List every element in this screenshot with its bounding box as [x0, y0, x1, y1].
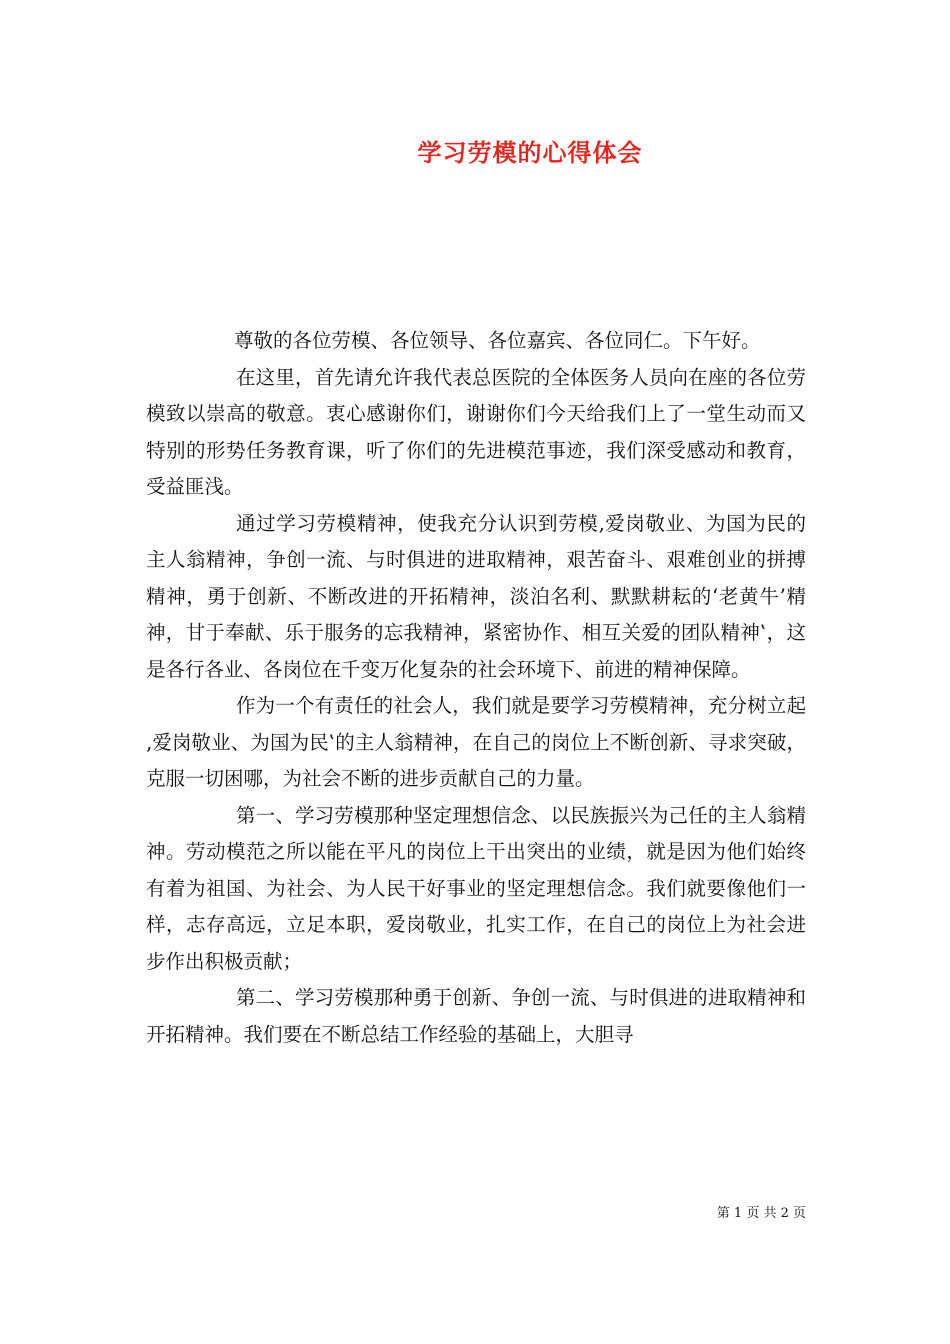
paragraph-model-spirit: 通过学习劳模精神，使我充分认识到劳模‚爱岗敬业、为国为民的主人翁精神，争创一流、与时俱进的进取精神，艰苦奋斗、艰难创业的拼搏精神，勇于创新、不断改进的开拓精神，淡泊名利、默默耕耘的‘老黄牛’精神，甘于奉献、乐于服务的忘我精神，紧密协作、相互关爱的团队精神‛，这是各行各业、各岗位在千变万化复杂的社会环境下、前进的精神保障。	[146, 511, 806, 681]
document-title: 学习劳模的心得体会	[417, 138, 643, 167]
document-body	[146, 323, 806, 1053]
paragraph-second-point: 第二、学习劳模那种勇于创新、争创一流、与时俱进的进取精神和开拓精神。我们要在不断总结工作经验的基础上，大胆寻	[146, 986, 806, 1046]
paragraph-responsibility: 作为一个有责任的社会人，我们就是要学习劳模精神，充分树立起‚爱岗敬业、为国为民‛的主人翁精神，在自己的岗位上不断创新、寻求突破，克服一切困哪，为社会不断的进步贡献自己的力量。	[146, 694, 806, 790]
page-number-footer: 第 1 页 共 2 页	[716, 1206, 806, 1221]
paragraph-greeting: 尊敬的各位劳模、各位领导、各位嘉宾、各位同仁。下午好。	[234, 329, 761, 352]
paragraph-first-point: 第一、学习劳模那种坚定理想信念、以民族振兴为己任的主人翁精神。劳动模范之所以能在平凡的岗位上干出突出的业绩，就是因为他们始终有着为祖国、为社会、为人民干好事业的坚定理想信念。我们就要像他们一样，志存高远，立足本职，爱岗敬业，扎实工作，在自己的岗位上为社会进步作出积极贡献；	[146, 803, 806, 973]
paragraph-respect: 在这里，首先请允许我代表总医院的全体医务人员向在座的各位劳模致以崇高的敬意。衷心感谢你们，谢谢你们今天给我们上了一堂生动而又特别的形势任务教育课，听了你们的先进模范事迹，我们深受感动和教育，受益匪浅。	[146, 365, 806, 498]
